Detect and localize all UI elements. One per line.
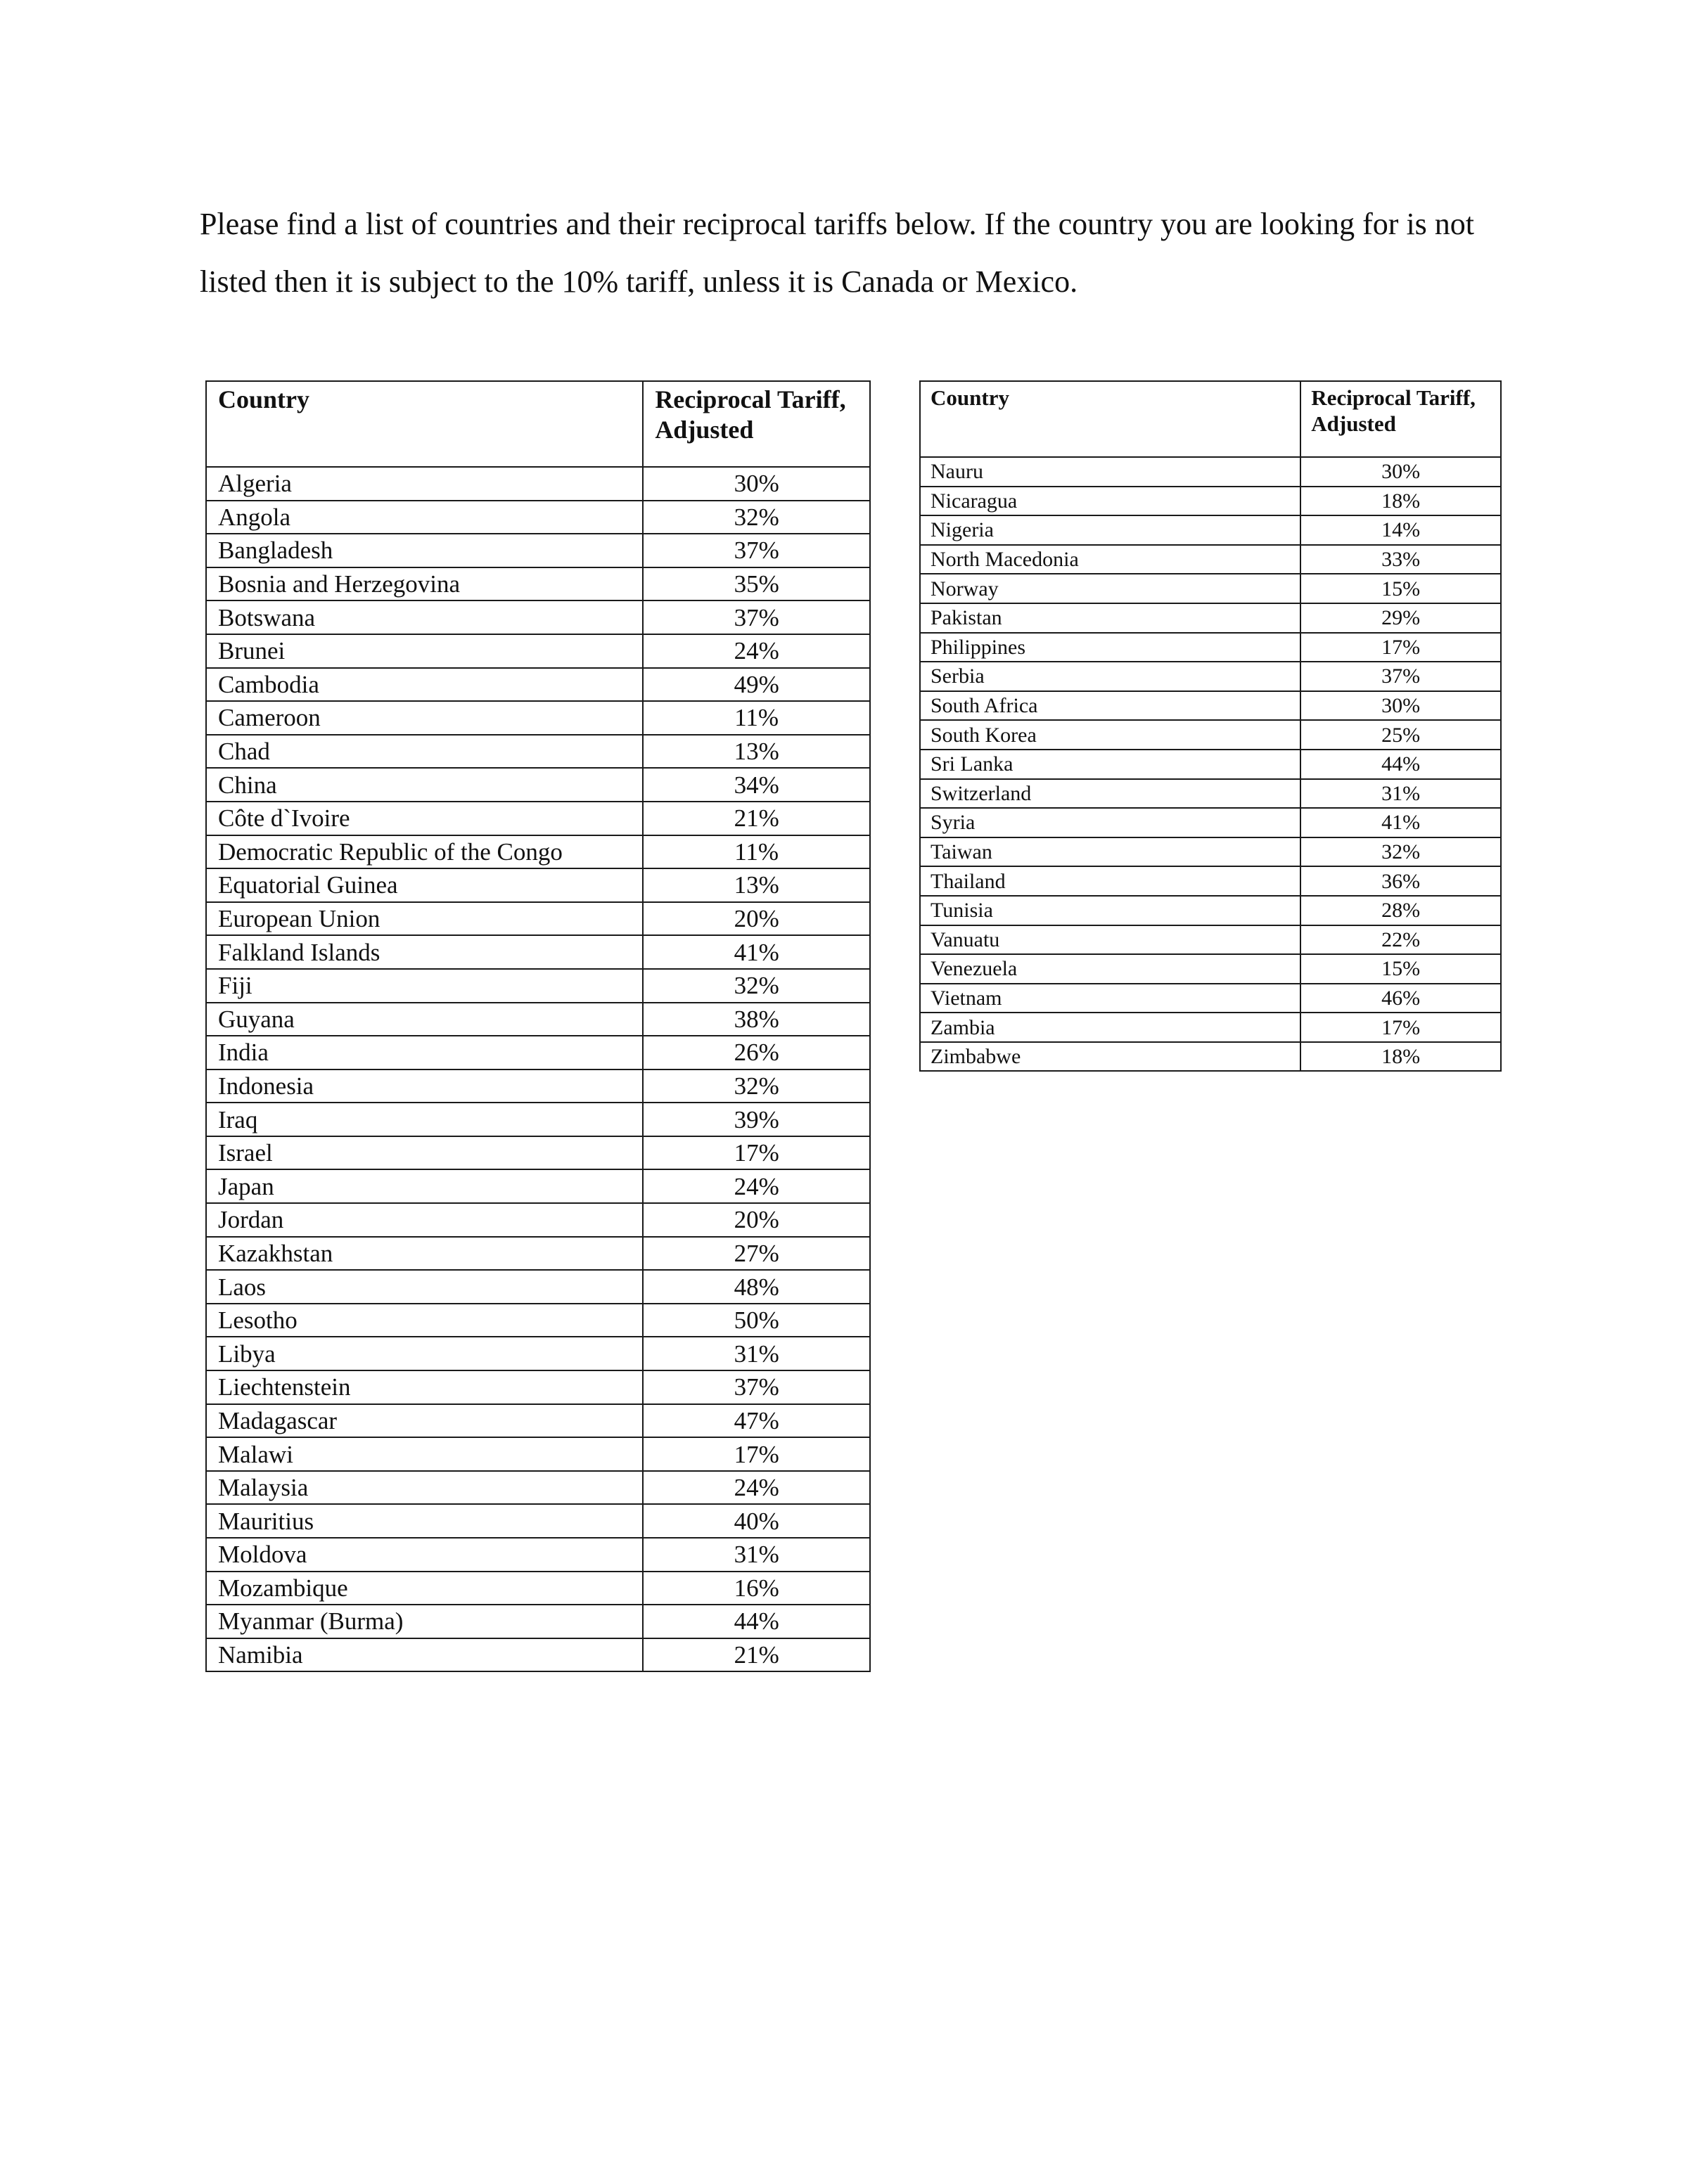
table-row — [920, 837, 1501, 867]
tariff-cell: 37% — [643, 600, 870, 634]
country-cell: Brunei — [206, 634, 643, 668]
table-row — [206, 1304, 870, 1337]
table-row — [920, 720, 1501, 750]
table-row — [920, 866, 1501, 896]
table-row — [920, 808, 1501, 837]
tariff-cell: 30% — [643, 467, 870, 501]
tariff-table-left — [205, 380, 871, 1672]
table-row — [206, 1169, 870, 1203]
tariff-cell: 30% — [1300, 457, 1501, 487]
tariff-cell: 31% — [643, 1538, 870, 1572]
country-cell: Lesotho — [206, 1304, 643, 1337]
country-cell: Vanuatu — [920, 925, 1300, 955]
tariff-cell: 32% — [643, 501, 870, 534]
tariff-cell: 49% — [643, 668, 870, 702]
country-cell: Serbia — [920, 662, 1300, 691]
country-cell: Angola — [206, 501, 643, 534]
country-cell: Algeria — [206, 467, 643, 501]
tariff-cell: 24% — [643, 1169, 870, 1203]
country-cell: Venezuela — [920, 954, 1300, 984]
country-cell: South Korea — [920, 720, 1300, 750]
country-cell: Cambodia — [206, 668, 643, 702]
table-row — [206, 1203, 870, 1237]
country-cell: Malaysia — [206, 1471, 643, 1505]
tariff-cell: 21% — [643, 802, 870, 835]
table-row — [206, 1036, 870, 1069]
table-row — [206, 600, 870, 634]
table-body-left — [206, 467, 870, 1671]
tariff-cell: 13% — [643, 735, 870, 769]
tariff-cell: 30% — [1300, 691, 1501, 721]
country-cell: Indonesia — [206, 1069, 643, 1103]
country-cell: Sri Lanka — [920, 750, 1300, 779]
table-row — [206, 1337, 870, 1370]
tariff-cell: 44% — [1300, 750, 1501, 779]
table-row — [206, 701, 870, 735]
table-row — [920, 633, 1501, 662]
country-cell: Israel — [206, 1136, 643, 1170]
country-cell: Botswana — [206, 600, 643, 634]
country-cell: Cameroon — [206, 701, 643, 735]
tariff-cell: 29% — [1300, 603, 1501, 633]
country-cell: Côte d`Ivoire — [206, 802, 643, 835]
table-row — [920, 662, 1501, 691]
tariff-table-right — [919, 380, 1502, 1072]
table-row — [206, 1136, 870, 1170]
tariff-cell: 15% — [1300, 574, 1501, 603]
tariff-cell: 33% — [1300, 545, 1501, 574]
tariff-cell: 20% — [643, 1203, 870, 1237]
table-row — [206, 1237, 870, 1271]
country-cell: South Africa — [920, 691, 1300, 721]
table-row — [206, 534, 870, 567]
tariff-cell: 32% — [1300, 837, 1501, 867]
country-cell: Syria — [920, 808, 1300, 837]
tariff-cell: 17% — [1300, 1013, 1501, 1042]
country-cell: Malawi — [206, 1437, 643, 1471]
country-column-header: Country — [206, 381, 643, 467]
tariff-cell: 32% — [643, 969, 870, 1003]
tariff-cell: 36% — [1300, 866, 1501, 896]
country-cell: Libya — [206, 1337, 643, 1370]
tariff-cell: 37% — [643, 534, 870, 567]
tariff-cell: 37% — [643, 1370, 870, 1404]
table-header-row — [206, 381, 870, 467]
table-row — [206, 1069, 870, 1103]
country-column-header: Country — [920, 381, 1300, 457]
country-cell: Iraq — [206, 1103, 643, 1136]
tariff-cell: 14% — [1300, 515, 1501, 545]
country-cell: Nicaragua — [920, 487, 1300, 516]
tariff-cell: 50% — [643, 1304, 870, 1337]
tariff-column-header: Reciprocal Tariff, Adjusted — [643, 381, 870, 467]
country-cell: Myanmar (Burma) — [206, 1605, 643, 1638]
table-row — [206, 1471, 870, 1505]
table-row — [206, 467, 870, 501]
table-row — [206, 1504, 870, 1538]
country-cell: Bangladesh — [206, 534, 643, 567]
tariff-cell: 35% — [643, 567, 870, 601]
table-row — [206, 567, 870, 601]
tariff-cell: 28% — [1300, 896, 1501, 925]
tariff-cell: 24% — [643, 634, 870, 668]
country-cell: Taiwan — [920, 837, 1300, 867]
country-cell: Laos — [206, 1270, 643, 1304]
table-row — [920, 574, 1501, 603]
tariff-cell: 31% — [1300, 779, 1501, 809]
table-row — [206, 1605, 870, 1638]
table-row — [206, 1103, 870, 1136]
table-row — [206, 835, 870, 869]
table-row — [920, 1013, 1501, 1042]
country-cell: Pakistan — [920, 603, 1300, 633]
country-cell: Madagascar — [206, 1404, 643, 1438]
country-cell: Zambia — [920, 1013, 1300, 1042]
tariff-column-header: Reciprocal Tariff, Adjusted — [1300, 381, 1501, 457]
country-cell: Liechtenstein — [206, 1370, 643, 1404]
country-cell: Bosnia and Herzegovina — [206, 567, 643, 601]
table-row — [206, 1003, 870, 1036]
table-row — [920, 691, 1501, 721]
country-cell: Equatorial Guinea — [206, 868, 643, 902]
intro-paragraph: Please find a list of countries and their reciprocal tariffs below. If the country you are looking for is not listed then it is subject to the 10% tariff, unless it is Canada or Mexico. — [200, 207, 1475, 299]
tariff-cell: 18% — [1300, 487, 1501, 516]
country-cell: Guyana — [206, 1003, 643, 1036]
country-cell: European Union — [206, 902, 643, 936]
table-row — [206, 1270, 870, 1304]
country-cell: North Macedonia — [920, 545, 1300, 574]
tariff-cell: 20% — [643, 902, 870, 936]
tariff-cell: 32% — [643, 1069, 870, 1103]
table-row — [206, 735, 870, 769]
table-row — [920, 487, 1501, 516]
country-cell: Japan — [206, 1169, 643, 1203]
table-row — [920, 984, 1501, 1013]
table-row — [206, 501, 870, 534]
table-header-row — [920, 381, 1501, 457]
table-row — [920, 515, 1501, 545]
tariff-cell: 39% — [643, 1103, 870, 1136]
table-row — [206, 1370, 870, 1404]
table-row — [920, 925, 1501, 955]
tariff-cell: 41% — [1300, 808, 1501, 837]
table-row — [920, 750, 1501, 779]
tariff-cell: 48% — [643, 1270, 870, 1304]
table-body-right — [920, 457, 1501, 1071]
table-row — [920, 545, 1501, 574]
tariff-cell: 38% — [643, 1003, 870, 1036]
tariff-cell: 34% — [643, 768, 870, 802]
table-row — [206, 969, 870, 1003]
country-cell: Vietnam — [920, 984, 1300, 1013]
country-cell: India — [206, 1036, 643, 1069]
country-cell: Democratic Republic of the Congo — [206, 835, 643, 869]
country-cell: Chad — [206, 735, 643, 769]
country-cell: Switzerland — [920, 779, 1300, 809]
country-cell: Philippines — [920, 633, 1300, 662]
table-row — [206, 1437, 870, 1471]
table-row — [206, 1538, 870, 1572]
table-row — [206, 802, 870, 835]
table-row — [920, 1042, 1501, 1072]
tariff-cell: 11% — [643, 835, 870, 869]
country-cell: Fiji — [206, 969, 643, 1003]
country-cell: Namibia — [206, 1638, 643, 1672]
table-row — [920, 954, 1501, 984]
tariff-cell: 18% — [1300, 1042, 1501, 1072]
table-row — [920, 603, 1501, 633]
table-row — [920, 457, 1501, 487]
tariff-cell: 17% — [643, 1437, 870, 1471]
country-cell: Zimbabwe — [920, 1042, 1300, 1072]
table-row — [206, 902, 870, 936]
tariff-cell: 41% — [643, 935, 870, 969]
tariff-cell: 27% — [643, 1237, 870, 1271]
tariff-cell: 46% — [1300, 984, 1501, 1013]
country-cell: Jordan — [206, 1203, 643, 1237]
tariff-cell: 17% — [643, 1136, 870, 1170]
table-row — [206, 1572, 870, 1605]
country-cell: Kazakhstan — [206, 1237, 643, 1271]
country-cell: Moldova — [206, 1538, 643, 1572]
tariff-cell: 31% — [643, 1337, 870, 1370]
table-row — [920, 896, 1501, 925]
tariff-cell: 37% — [1300, 662, 1501, 691]
table-row — [206, 668, 870, 702]
table-row — [206, 634, 870, 668]
country-cell: Falkland Islands — [206, 935, 643, 969]
tariff-cell: 11% — [643, 701, 870, 735]
country-cell: Mozambique — [206, 1572, 643, 1605]
country-cell: Thailand — [920, 866, 1300, 896]
tariff-cell: 17% — [1300, 633, 1501, 662]
tariff-cell: 25% — [1300, 720, 1501, 750]
table-row — [206, 768, 870, 802]
country-cell: Tunisia — [920, 896, 1300, 925]
tariff-cell: 22% — [1300, 925, 1501, 955]
table-row — [920, 779, 1501, 809]
tariff-cell: 16% — [643, 1572, 870, 1605]
tariff-cell: 24% — [643, 1471, 870, 1505]
tariff-cell: 15% — [1300, 954, 1501, 984]
table-row — [206, 1638, 870, 1672]
table-row — [206, 868, 870, 902]
tariff-cell: 13% — [643, 868, 870, 902]
country-cell: Norway — [920, 574, 1300, 603]
country-cell: China — [206, 768, 643, 802]
tariff-cell: 44% — [643, 1605, 870, 1638]
tariff-cell: 47% — [643, 1404, 870, 1438]
table-row — [206, 1404, 870, 1438]
country-cell: Nauru — [920, 457, 1300, 487]
tariff-cell: 40% — [643, 1504, 870, 1538]
country-cell: Nigeria — [920, 515, 1300, 545]
tariff-cell: 21% — [643, 1638, 870, 1672]
country-cell: Mauritius — [206, 1504, 643, 1538]
tariff-cell: 26% — [643, 1036, 870, 1069]
table-row — [206, 935, 870, 969]
